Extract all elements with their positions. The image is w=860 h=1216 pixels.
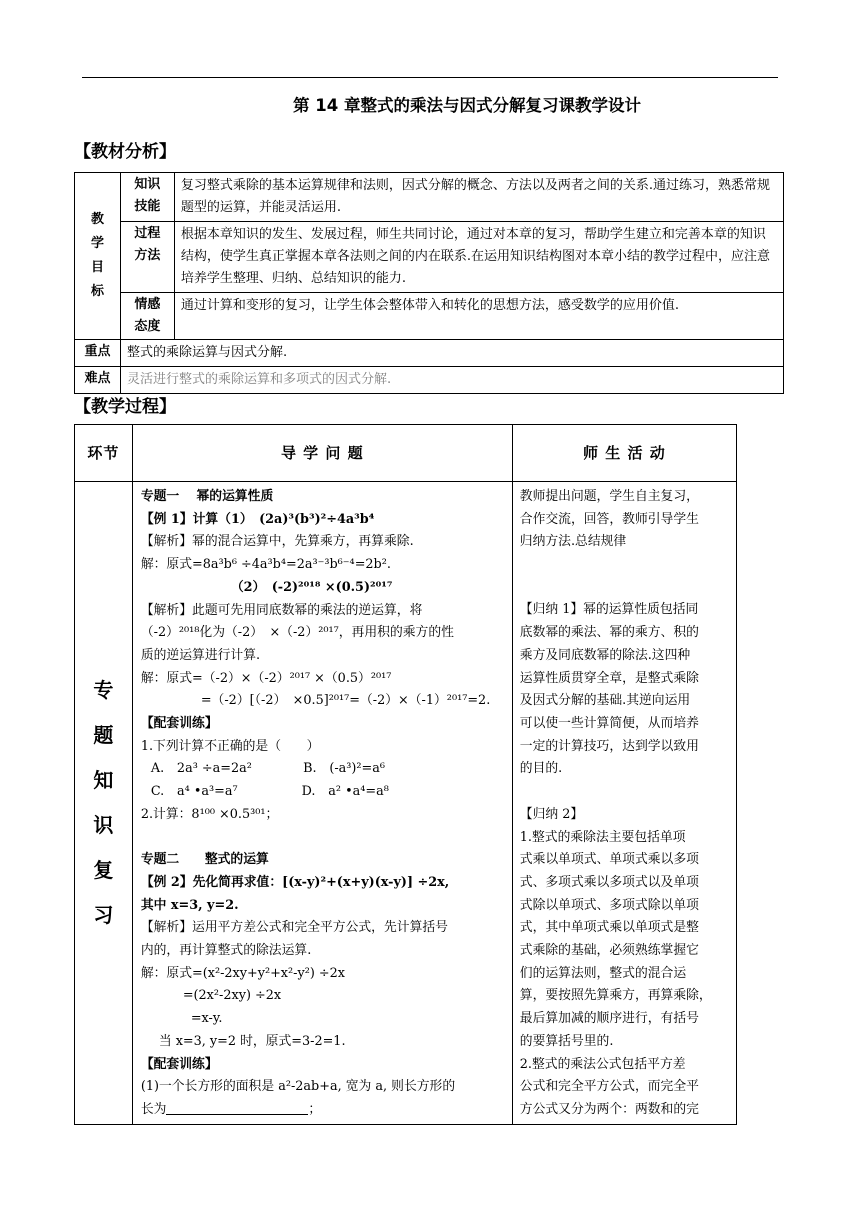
topic1-heading: 专题一 幂的运算性质 xyxy=(140,489,274,504)
analysis-line: （-2）²⁰¹⁸化为（-2） ×（-2）²⁰¹⁷，再用积的乘方的性 xyxy=(140,625,454,641)
blank-line xyxy=(520,781,730,804)
solution-line: 当 x=3, y=2 时，原式=3-2=1. xyxy=(158,1033,346,1049)
goal-text: 根据本章知识的发生、发展过程，师生共同讨论，通过对本章的复习，帮助学生建立和完善本章的知识结构，使学生真正掌握本章各法则之间的内在联系.在运用知识结构图对本章小结的教学过程中，应注意培养学生整理、归纳、总结知识的能力. xyxy=(174,222,783,293)
blank-line xyxy=(520,554,730,577)
key-point-row xyxy=(75,340,784,367)
analysis-line: 【解析】运用平方差公式和完全平方公式，先计算括号 xyxy=(140,920,448,936)
summary-line: 运算性质贯穿全章，是整式乘除 xyxy=(519,670,699,686)
analysis-line: 【解析】此题可先用同底数幂的乘法的逆运算，将 xyxy=(140,602,423,618)
summary-line: 【归纳 1】幂的运算性质包括同 xyxy=(519,602,699,618)
summary-line: 们的运算法则，整式的混合运 xyxy=(519,965,687,981)
summary-line: 【归纳 2】 xyxy=(519,806,584,822)
goal-label: 情感 态度 xyxy=(120,293,174,340)
summary-line: 最后算加减的顺序进行，有括号 xyxy=(519,1011,699,1027)
summary-line: 一定的计算技巧，达到学以致用 xyxy=(519,738,699,754)
summary-line: 公式和完全平方公式，而完全平 xyxy=(519,1079,699,1095)
summary-line: 式、多项式乘以多项式以及单项 xyxy=(519,874,699,890)
analysis-line: 内的，再计算整式的除法运算. xyxy=(140,943,312,959)
summary-line: 式除以单项式、多项式除以单项 xyxy=(519,897,699,913)
header-activities: 师 生 活 动 xyxy=(512,425,736,482)
summary-line: 的目的. xyxy=(519,761,563,777)
summary-line: 可以使一些计算简便，从而培养 xyxy=(519,716,699,731)
option-line: C. a⁴ •a³=a⁷ D. a² •a⁴=a⁸ xyxy=(150,784,389,800)
solution-line: =（-2）[（-2） ×0.5]²⁰¹⁷=（-2）×（-1）²⁰¹⁷=2. xyxy=(200,693,491,709)
summary-line: 式乘以单项式、单项式乘以多项 xyxy=(519,852,699,868)
summary-line: 式乘除的基础，必须熟练掌握它 xyxy=(519,943,699,959)
solution-line: 解：原式=8a³b⁶ ÷4a³b⁴=2a³⁻³b⁶⁻⁴=2b². xyxy=(140,557,391,573)
blank-line xyxy=(141,827,504,850)
example2-line: 其中 x=3, y=2. xyxy=(140,897,239,913)
process-header-row xyxy=(75,425,737,482)
practice-heading: 【配套训练】 xyxy=(140,716,218,732)
goal-row xyxy=(75,173,784,222)
section-heading-analysis: 【教材分析】 xyxy=(74,142,176,162)
activity-line: 归纳方法.总结规律 xyxy=(519,534,627,550)
summary-line: 底数幂的乘法、幂的乘方、积的 xyxy=(519,625,699,641)
goal-row xyxy=(75,293,784,340)
goal-label: 过程 方法 xyxy=(120,222,174,293)
summary-line: 乘方及同底数幂的除法.这四种 xyxy=(519,647,691,663)
option-line: A. 2a³ ÷a=2a² B. (-a³)²=a⁶ xyxy=(150,761,386,777)
key-point-text: 整式的乘除运算与因式分解. xyxy=(120,340,783,367)
exercise-line: 长为 ； xyxy=(140,1101,322,1117)
process-body-row xyxy=(75,482,737,1125)
summary-line: 及因式分解的基础.其逆向运用 xyxy=(519,693,691,709)
solution-line: =x-y. xyxy=(190,1011,223,1027)
section-heading-process: 【教学过程】 xyxy=(74,397,176,417)
blank-line xyxy=(520,577,730,600)
analysis-line: 质的逆运算进行计算. xyxy=(140,647,261,663)
guided-questions-cell xyxy=(132,482,512,1125)
goals-table xyxy=(74,172,784,394)
summary-line: 方公式又分为两个：两数和的完 xyxy=(519,1101,699,1117)
header-rule xyxy=(82,77,778,78)
goal-text: 通过计算和变形的复习，让学生体会整体带入和转化的思想方法，感受数学的应用价值. xyxy=(174,293,783,340)
key-point-label: 重点 xyxy=(75,340,121,367)
activity-line: 合作交流，回答，教师引导学生 xyxy=(519,511,699,527)
teacher-student-activity-cell xyxy=(512,482,736,1125)
stage-label: 专 题 知 识 复 习 xyxy=(75,482,133,1125)
solution-line: 解：原式=(x²-2xy+y²+x²-y²) ÷2x xyxy=(140,965,345,981)
difficulty-label: 难点 xyxy=(75,367,121,394)
summary-line: 算，要按照先算乘方，再算乘除， xyxy=(519,988,712,1004)
summary-line: 式，其中单项式乘以单项式是整 xyxy=(519,920,699,936)
topic2-heading: 专题二 整式的运算 xyxy=(140,852,269,868)
answer-blank xyxy=(166,1100,308,1115)
exercise-line: (1)一个长方形的面积是 a²-2ab+a, 宽为 a, 则长方形的 xyxy=(140,1079,456,1095)
example2-line: 【例 2】先化简再求值：[(x-y)²+(x+y)(x-y)] ÷2x, xyxy=(140,874,450,890)
exercise-line: 2.计算：8¹⁰⁰ ×0.5³⁰¹； xyxy=(140,806,279,822)
summary-line: 1.整式的乘除法主要包括单项 xyxy=(519,829,686,845)
example1-line: 【例 1】计算（1） (2a)³(b³)²÷4a³b⁴ xyxy=(140,511,375,527)
document-title: 第 14 章整式的乘法与因式分解复习课教学设计 xyxy=(293,96,641,115)
analysis-line: 【解析】幂的混合运算中，先算乘方，再算乘除. xyxy=(140,534,414,550)
example1-part2: （2） (-2)²⁰¹⁸ ×(0.5)²⁰¹⁷ xyxy=(230,579,393,595)
goal-label: 知识 技能 xyxy=(120,173,174,222)
header-questions: 导 学 问 题 xyxy=(132,425,512,482)
goal-row xyxy=(75,222,784,293)
exercise-line: 1.下列计算不正确的是（ ） xyxy=(140,738,320,754)
process-table xyxy=(74,424,737,1125)
solution-line: 解：原式=（-2）×（-2）²⁰¹⁷ ×（0.5）²⁰¹⁷ xyxy=(140,670,392,686)
activity-line: 教师提出问题，学生自主复习， xyxy=(519,489,699,504)
goals-group-label: 教 学 目 标 xyxy=(75,173,121,340)
goal-text: 复习整式乘除的基本运算规律和法则，因式分解的概念、方法以及两者之间的关系.通过练习，熟悉常规题型的运算，并能灵活运用. xyxy=(174,173,783,222)
difficulty-row xyxy=(75,367,784,394)
summary-line: 的要算括号里的. xyxy=(519,1033,614,1049)
difficulty-text: 灵活进行整式的乘除运算和多项式的因式分解. xyxy=(120,367,783,394)
summary-line: 2.整式的乘法公式包括平方差 xyxy=(519,1056,686,1072)
header-stage: 环节 xyxy=(75,425,133,482)
solution-line: =(2x²-2xy) ÷2x xyxy=(182,988,282,1004)
practice-heading: 【配套训练】 xyxy=(140,1056,218,1072)
